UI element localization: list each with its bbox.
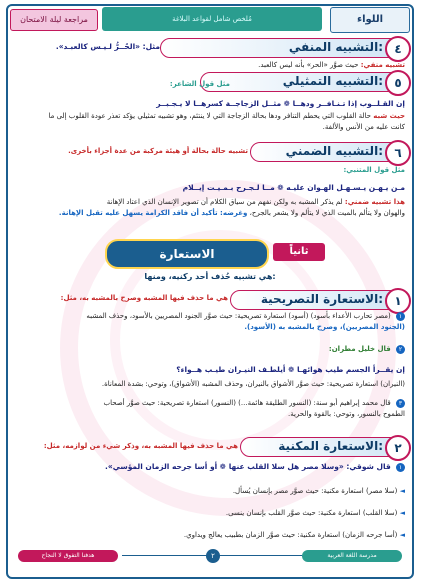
- section-two-label: ثانياً: [273, 243, 325, 261]
- section-5-title-bar: [200, 72, 410, 92]
- section-4-example: مثل: «الحُــرُّ لـيـس كالعبـد».: [55, 42, 160, 51]
- page-number: ٢: [206, 549, 220, 563]
- header-subtitle: مُلخص شامل لقواعد البلاغة: [102, 7, 322, 31]
- subsection-2-quote: [20, 462, 405, 472]
- section-6-explanation: [20, 197, 405, 207]
- section-5-expl-line1: حالة القلوب التي يحطم التنافر ودها بحالة الزجاجة التي لا ينتئم، وهو تشبيه تمثيلي يؤكد تعذر عودة القلوب إلى ما: [48, 112, 372, 120]
- item-3-arrow: ◄: [399, 531, 405, 539]
- subsection-2-def: [20, 441, 238, 451]
- item-1: [20, 486, 405, 496]
- item-1-arrow: ◄: [399, 487, 405, 495]
- section-two-definition: هي تشبيه حُذف أحد ركنيه، ومنها:: [144, 272, 276, 281]
- section-4-number: ٤: [385, 36, 411, 62]
- footer-brand: مدرسة اللغة العربية: [302, 550, 402, 562]
- subsection-1-def: [20, 293, 228, 303]
- item-1-text: (سلا مصر) استعارة مكنية: حيث صوَّر مصر بإنسان يُسأل.: [232, 487, 398, 495]
- item-3-text: (أسا جرحه الزمان) استعارة مكنية: حيث صوَّر الزمان بطبيب يعالج ويداوي.: [183, 531, 398, 539]
- section-6-expl-label: هذا تشبيه ضمني:: [344, 198, 405, 206]
- section-4-desc-text: حيث صوَّر «الحر» بأنه ليس كالعبد.: [258, 61, 359, 69]
- subsection-2-def-text: هي ما حذف فيها المشبه به، وذكر شيء من لوازمه، مثل:: [43, 442, 238, 450]
- section-5-explanation: [20, 111, 405, 121]
- example-1-line2-text: (الجنود المصريين)، وصرح بالمشبه به (الأسود).: [244, 323, 405, 331]
- footer: [10, 548, 410, 564]
- section-5-intro: مثل قول الشاعر:: [169, 80, 230, 88]
- section-6-expl-line2: والهوان ولا يتألم بالميت الذي لا يتألم ولا يشعر بالجرح،: [249, 209, 405, 217]
- example-2-bullet: ٢: [396, 345, 405, 354]
- subsection-2-quote-bullet: ١: [396, 463, 405, 472]
- section-5-verse: إن القـلــوب إذا تـنـافــر ودهــا ❁ مثــل الزجاجــة كسرهــا لا يـجـبــر: [156, 99, 405, 108]
- example-1-line1: (مصر تحارب الأعداء بأسود) (أسود) استعارة تصريحية: حيث صوَّر الجنود المصريين بالأسود، وحذف المشبه: [86, 312, 391, 320]
- section-4-desc-label: تشبيه منفي:: [360, 61, 405, 69]
- section-6-title-bar: [250, 142, 410, 162]
- item-2-arrow: ◄: [399, 509, 405, 517]
- section-6-intro: مثل قول المتنبي:: [343, 166, 405, 174]
- example-3-line1: قال محمد إبراهيم أبو سنة: (النسور الطليقة هائمة...) (النسور) استعارة تصريحية: حيث صوَّر أصحاب: [103, 399, 391, 407]
- subsection-2-title: الاستعارة المكنية:: [278, 439, 383, 453]
- section-two-title: الاستعارة: [105, 239, 269, 269]
- example-2-intro-text: قال خليل مطران:: [328, 345, 391, 353]
- example-3-line2: الطموح بالنسور، وتوحي: بالقوة والحرية.: [288, 410, 405, 418]
- example-2-intro: [280, 344, 405, 354]
- section-4-title-bar: [160, 38, 410, 58]
- logo: اللواء: [330, 7, 410, 33]
- section-5-title: التشبيه التمثيلي:: [282, 74, 383, 88]
- subsection-2-quote-text: قال شوقي: «وسلا مصر هل سلا القلب عنها ❁ أو أسا جرحه الزمان المؤسي».: [105, 462, 391, 471]
- example-3: [20, 398, 405, 408]
- subsection-1-def-text: هي ما حذف فيها المشبه وصرح بالمشبه به، مثل:: [60, 294, 228, 302]
- header: [10, 7, 410, 33]
- section-6-definition: [20, 146, 248, 156]
- section-6-def-text: تشبيه حالة بحالة أو هيئة مركبة من عدة أجزاء بأخرى.: [68, 147, 248, 155]
- example-2-explanation: (النيران) استعارة تصريحية: حيث صوَّر الأشواق بالنيران، وحذف المشبه (الأشواق)، وتوحي: بشدة المعاناة.: [101, 380, 405, 388]
- section-6-expl-line3: وغرضه: تأكيد أن فاقد الكرامة يسهل عليه تقبل الإهانة.: [58, 209, 248, 217]
- review-label: مراجعة ليلة الامتحان: [10, 9, 98, 31]
- section-5-number: ٥: [385, 70, 411, 96]
- section-5-expl-line2: كانت عليه من الأنس والألفة.: [322, 123, 405, 131]
- section-4-title: التشبيه المنفي:: [288, 40, 383, 54]
- subsection-1-title-bar: [230, 290, 410, 310]
- example-1-bullet: ١: [396, 312, 405, 321]
- item-2: [20, 508, 405, 518]
- subsection-2-title-bar: [240, 437, 410, 457]
- section-6-title: التشبيه الضمني:: [285, 144, 383, 158]
- subsection-2-number: ٢: [385, 435, 411, 461]
- example-2-verse: إن يقــرأ الجسم طيب هوائهـا ❁ أيلطـف النيـران طيـب هــواء؟: [176, 365, 405, 374]
- subsection-1-title: الاستعارة التصريحية:: [260, 292, 383, 306]
- example-1-line2: [20, 322, 405, 332]
- example-3-bullet: ٣: [396, 399, 405, 408]
- section-6-number: ٦: [385, 140, 411, 166]
- section-6-expl-line1: لم يذكر المشبه به ولكن نفهم من سياق الكلام أن تصوير الإنسان الذي اعتاد الإهانة: [106, 198, 343, 206]
- section-6-verse: مـن يـهـن يـسـهـل الهـوان عليـه ❁ مــا لـجـرح بـمـيـت إيــلام: [182, 183, 405, 192]
- section-5-expl-label: حيث شبه: [373, 112, 405, 120]
- subsection-1-number: ١: [385, 288, 411, 314]
- section-4-desc: [150, 60, 405, 70]
- item-2-text: (سلا القلب) استعارة مكنية: حيث صوَّر القلب بإنسان ينسى.: [225, 509, 398, 517]
- footer-slogan: هدفنا التفوق لا النجاح: [18, 550, 118, 562]
- section-6-expl-line2-row: [20, 208, 405, 218]
- example-1: [20, 311, 405, 321]
- item-3: [20, 530, 405, 540]
